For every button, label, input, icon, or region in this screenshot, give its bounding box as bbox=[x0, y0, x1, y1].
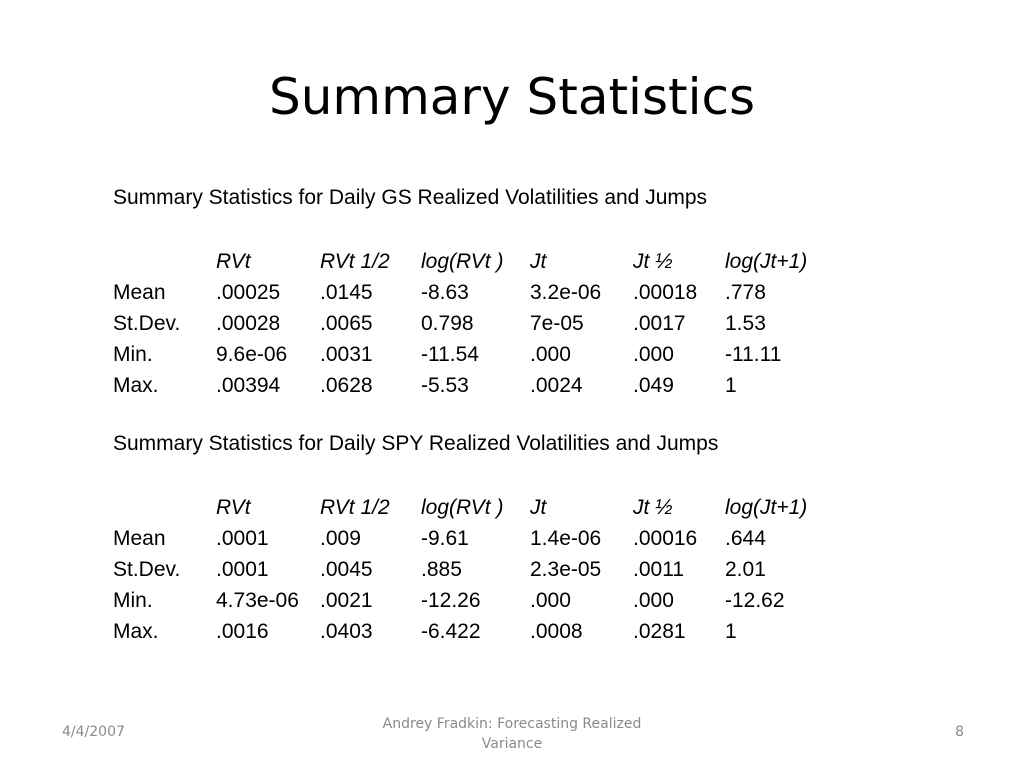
header-cell: Jt ½ bbox=[633, 496, 673, 519]
header-cell: Jt ½ bbox=[633, 250, 673, 273]
table-cell: .000 bbox=[633, 343, 674, 366]
table-cell: -12.26 bbox=[421, 589, 481, 612]
table-cell: .0145 bbox=[320, 281, 373, 304]
table-cell: 1 bbox=[725, 374, 737, 397]
header-cell: Jt bbox=[530, 496, 547, 519]
table-cell: 9.6e-06 bbox=[216, 343, 288, 366]
row-label: Mean bbox=[113, 527, 166, 550]
header-cell bbox=[113, 246, 216, 277]
table-cell: -11.54 bbox=[421, 343, 479, 366]
row-label: Min. bbox=[113, 589, 153, 612]
table-row bbox=[113, 616, 835, 647]
slide-number: 8 bbox=[955, 724, 964, 740]
table-cell: 1.53 bbox=[725, 312, 766, 335]
table-cell: -8.63 bbox=[421, 281, 469, 304]
header-cell: log(RVt ) bbox=[421, 250, 504, 273]
table-row bbox=[113, 277, 835, 308]
row-label: St.Dev. bbox=[113, 558, 181, 581]
spy-table-caption: Summary Statistics for Daily SPY Realized Volatilities and Jumps bbox=[113, 432, 719, 455]
header-cell: log(RVt ) bbox=[421, 496, 504, 519]
footer-author-title: Andrey Fradkin: Forecasting Realized Variance bbox=[382, 716, 642, 752]
table-cell: .0031 bbox=[320, 343, 373, 366]
table-cell: .0065 bbox=[320, 312, 373, 335]
row-label: Mean bbox=[113, 281, 166, 304]
table-header-row bbox=[113, 246, 835, 277]
table-cell: -6.422 bbox=[421, 620, 481, 643]
gs-table-caption: Summary Statistics for Daily GS Realized Volatilities and Jumps bbox=[113, 186, 708, 209]
table-row bbox=[113, 370, 835, 401]
row-label: St.Dev. bbox=[113, 312, 181, 335]
table-cell: 3.2e-06 bbox=[530, 281, 602, 304]
table-cell: .000 bbox=[633, 589, 674, 612]
table-cell: -11.11 bbox=[725, 343, 782, 366]
table-cell: .885 bbox=[421, 558, 462, 581]
header-cell: log(Jt+1) bbox=[725, 496, 808, 519]
table-cell: 1.4e-06 bbox=[530, 527, 602, 550]
table-cell: .0628 bbox=[320, 374, 373, 397]
table-cell: .00394 bbox=[216, 374, 281, 397]
table-cell: .0045 bbox=[320, 558, 373, 581]
table-cell: .049 bbox=[633, 374, 674, 397]
spy-summary-table bbox=[113, 492, 835, 647]
header-cell: RVt bbox=[216, 250, 251, 273]
row-label: Max. bbox=[113, 620, 159, 643]
table-cell: .00028 bbox=[216, 312, 281, 335]
table-header-row bbox=[113, 492, 835, 523]
table-row bbox=[113, 339, 835, 370]
table-cell: .000 bbox=[530, 343, 571, 366]
header-cell: Jt bbox=[530, 250, 547, 273]
table-cell: .0011 bbox=[633, 558, 684, 581]
header-cell bbox=[113, 492, 216, 523]
table-row bbox=[113, 585, 835, 616]
header-cell: RVt 1/2 bbox=[320, 250, 390, 273]
table-cell: 2.3e-05 bbox=[530, 558, 602, 581]
table-row bbox=[113, 308, 835, 339]
table-cell: 1 bbox=[725, 620, 737, 643]
table-cell: -5.53 bbox=[421, 374, 469, 397]
slide-title: Summary Statistics bbox=[268, 68, 756, 126]
table-cell: .0024 bbox=[530, 374, 583, 397]
table-cell: 2.01 bbox=[725, 558, 766, 581]
table-cell: .0016 bbox=[216, 620, 269, 643]
table-row bbox=[113, 554, 835, 585]
gs-summary-table bbox=[113, 246, 835, 401]
table-cell: .000 bbox=[530, 589, 571, 612]
table-cell: .00018 bbox=[633, 281, 698, 304]
table-cell: .778 bbox=[725, 281, 766, 304]
table-cell: .644 bbox=[725, 527, 766, 550]
footer-date: 4/4/2007 bbox=[62, 724, 125, 740]
table-row bbox=[113, 523, 835, 554]
table-cell: -12.62 bbox=[725, 589, 785, 612]
table-cell: .0001 bbox=[216, 558, 269, 581]
header-cell: RVt bbox=[216, 496, 251, 519]
table-cell: .0281 bbox=[633, 620, 686, 643]
table-cell: .009 bbox=[320, 527, 361, 550]
table-cell: .00025 bbox=[216, 281, 281, 304]
table-cell: 4.73e-06 bbox=[216, 589, 299, 612]
table-cell: -9.61 bbox=[421, 527, 469, 550]
table-cell: .0017 bbox=[633, 312, 686, 335]
table-cell: .00016 bbox=[633, 527, 698, 550]
table-cell: 0.798 bbox=[421, 312, 474, 335]
table-cell: .0403 bbox=[320, 620, 373, 643]
row-label: Min. bbox=[113, 343, 153, 366]
table-cell: 7e-05 bbox=[530, 312, 584, 335]
header-cell: log(Jt+1) bbox=[725, 250, 808, 273]
table-cell: .0021 bbox=[320, 589, 373, 612]
header-cell: RVt 1/2 bbox=[320, 496, 390, 519]
table-cell: .0008 bbox=[530, 620, 583, 643]
row-label: Max. bbox=[113, 374, 159, 397]
table-cell: .0001 bbox=[216, 527, 269, 550]
